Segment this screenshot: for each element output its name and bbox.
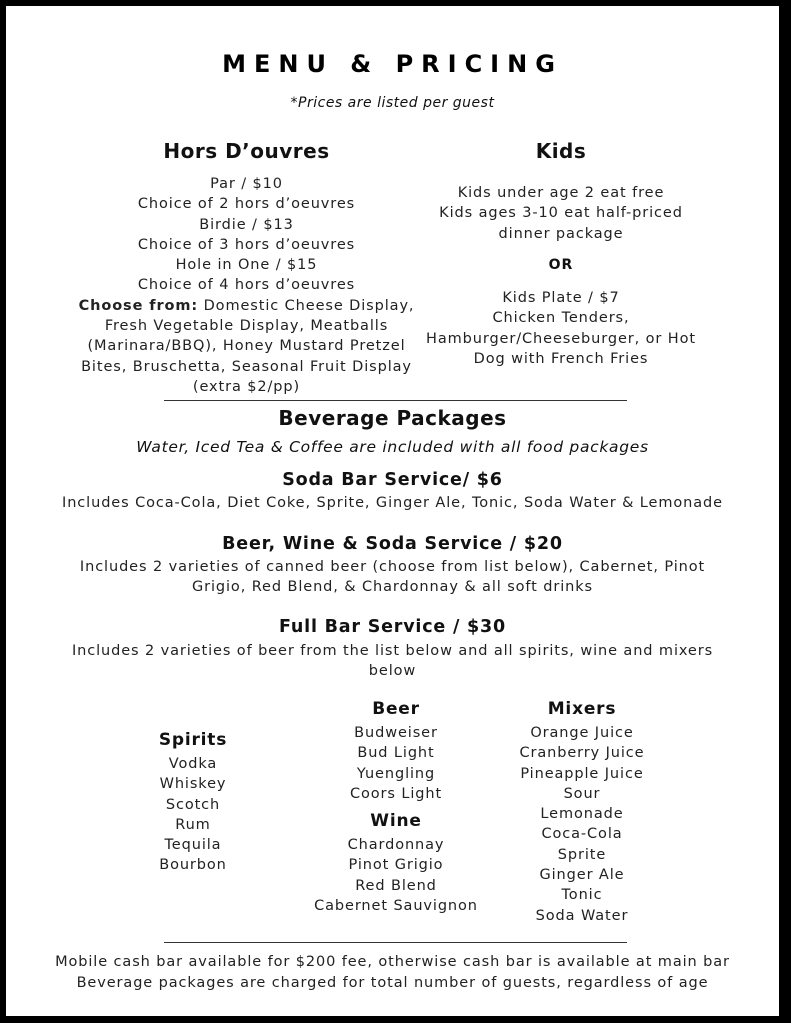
list-item: Scotch: [165, 796, 221, 813]
menu-page: [6, 6, 779, 1016]
beer-wine-heading: Beer, Wine & Soda Service / $20: [222, 534, 563, 554]
list-item: Yuengling: [356, 765, 436, 782]
divider: [164, 942, 627, 943]
mixers-heading: Mixers: [547, 699, 617, 719]
kids-info: [426, 183, 696, 244]
list-item: Rum: [175, 816, 211, 833]
kids-line: Kids under age 2 eat free: [457, 185, 665, 201]
soda-heading: Soda Bar Service/ $6: [282, 470, 503, 490]
list-item: Sour: [563, 785, 601, 802]
divider: [164, 400, 627, 401]
kids-line: Kids ages 3-10 eat half-priced dinner package: [439, 205, 683, 242]
list-item: Budweiser: [354, 725, 438, 741]
beer-wine-desc: Includes 2 varieties of canned beer (choose from list below), Cabernet, Pinot Grigio, Red Blend, & Chardonnay & all soft drinks: [79, 559, 706, 596]
kids-heading: Kids: [535, 139, 587, 163]
list-item: Bourbon: [159, 857, 227, 874]
wine-heading: Wine: [370, 811, 422, 831]
list-item: Orange Juice: [530, 725, 634, 741]
kids-plate: [426, 288, 696, 369]
hors-line: Hole in One / $15: [175, 257, 318, 274]
list-item: Lemonade: [540, 806, 624, 823]
hors-heading: Hors D’ouvres: [163, 139, 330, 163]
beverage-heading: Beverage Packages: [278, 406, 507, 430]
wine-list: [296, 835, 496, 916]
beer-list: [306, 723, 486, 804]
full-bar-desc: Includes 2 varieties of beer from the list below and all spirits, wine and mixers below: [71, 643, 714, 680]
hors-section: [63, 174, 430, 397]
kids-or: OR: [548, 257, 574, 273]
list-item: Pinot Grigio: [348, 857, 444, 874]
list-item: Soda Water: [535, 907, 629, 924]
list-item: Cranberry Juice: [519, 745, 645, 762]
beverage-subheading: Water, Iced Tea & Coffee are included with all food packages: [136, 438, 649, 456]
list-item: Cabernet Sauvignon: [314, 897, 478, 914]
mixers-list: [492, 723, 672, 926]
list-item: Vodka: [168, 756, 218, 772]
list-item: Coca-Cola: [541, 826, 623, 843]
hors-line: Choice of 4 hors d’oeuvres: [137, 277, 356, 294]
hors-choose-text: Domestic Cheese Display, Fresh Vegetable Display, Meatballs (Marinara/BBQ), Honey Mustard Pretzel Bites, Bruschetta, Seasonal Fruit Display (extra $2/pp): [81, 297, 415, 395]
full-bar-heading: Full Bar Service / $30: [279, 617, 506, 637]
list-item: Pineapple Juice: [520, 765, 644, 782]
kids-plate-title: Kids Plate / $7: [502, 290, 620, 306]
hors-line: Birdie / $13: [199, 216, 294, 233]
list-item: Bud Light: [357, 745, 435, 762]
footer-line: Mobile cash bar available for $200 fee, otherwise cash bar is available at main bar: [55, 954, 730, 970]
kids-plate-desc: Chicken Tenders, Hamburger/Cheeseburger, or Hot Dog with French Fries: [426, 310, 696, 367]
list-item: Tonic: [561, 887, 603, 904]
spirits-heading: Spirits: [158, 730, 228, 750]
beer-heading: Beer: [372, 699, 420, 719]
list-item: Red Blend: [355, 877, 437, 894]
list-item: Tequila: [164, 837, 222, 854]
footer-line: Beverage packages are charged for total number of guests, regardless of age: [76, 975, 709, 991]
soda-desc: Includes Coca-Cola, Diet Coke, Sprite, Ginger Ale, Tonic, Soda Water & Lemonade: [62, 495, 723, 511]
list-item: Chardonnay: [347, 837, 445, 853]
list-item: Ginger Ale: [539, 867, 625, 884]
list-item: Whiskey: [159, 776, 227, 793]
hors-line: Par / $10: [210, 176, 283, 192]
hors-line: Choice of 3 hors d’oeuvres: [137, 236, 356, 253]
hors-line: Choice of 2 hors d’oeuvres: [137, 196, 356, 213]
hors-choose-label: Choose from:: [78, 297, 199, 314]
spirits-list: [123, 754, 263, 876]
hors-choose: [63, 296, 430, 397]
list-item: Coors Light: [349, 785, 443, 802]
list-item: Sprite: [557, 846, 607, 863]
page-subtitle: *Prices are listed per guest: [290, 95, 495, 111]
page-title: MENU & PRICING: [222, 50, 563, 78]
